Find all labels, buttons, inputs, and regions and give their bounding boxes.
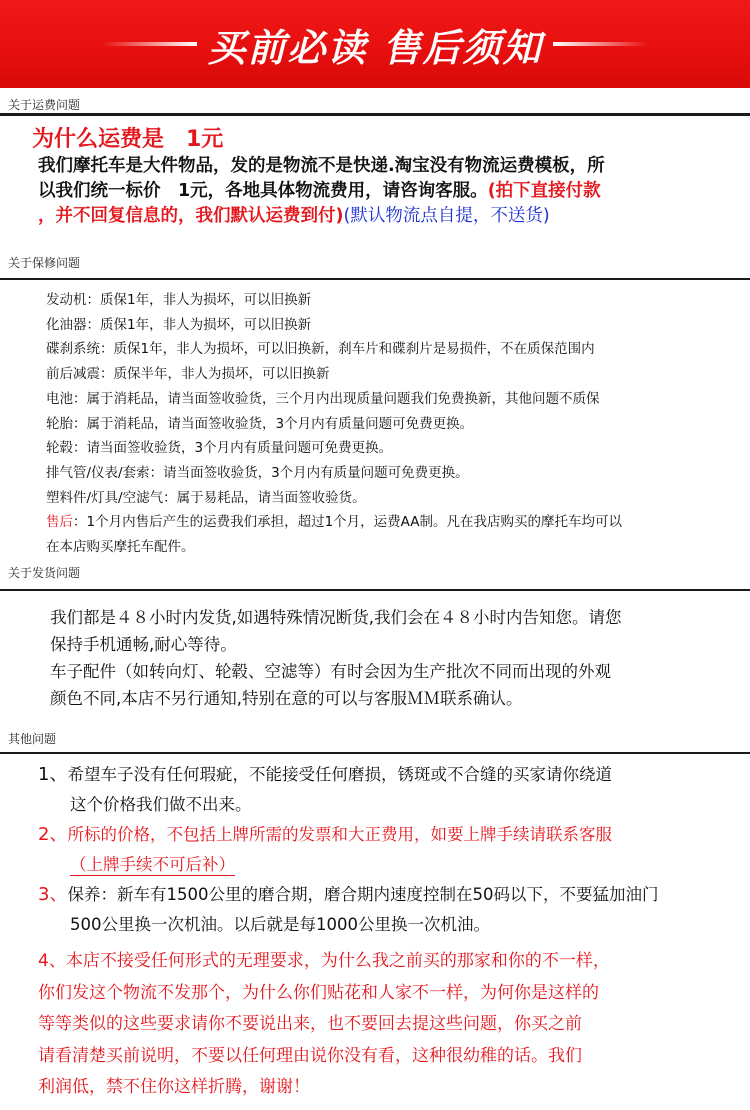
section-label-other: 其他问题 (8, 732, 57, 746)
divider (0, 752, 750, 754)
other-item-1: 1、希望车子没有任何瑕疵，不能接受任何磨损，锈斑或不合缝的买家请你绕道 (38, 764, 612, 785)
divider (0, 278, 750, 280)
header-banner (0, 0, 750, 88)
delivery-line: 车子配件（如转向灯、轮毂、空滤等）有时会因为生产批次不同而出现的外观 (50, 662, 611, 681)
other-item-3-cont: 500公里换一次机油。以后就是每1000公里换一次机油。 (70, 915, 490, 934)
warranty-item: 化油器：质保1年，非人为损坏，可以旧换新 (46, 316, 312, 333)
section-label-shipping: 关于运费问题 (8, 98, 81, 112)
shipping-line: 以我们统一标价 1元，各地具体物流费用，请咨询客服。(拍下直接付款 (38, 181, 601, 201)
other-item-2: 2、所标的价格，不包括上牌所需的发票和大正费用，如要上牌手续请联系客服 (38, 824, 612, 845)
warranty-list (46, 288, 736, 560)
other-item-4: 4、本店不接受任何形式的无理要求，为什么我之前买的那家和你的不一样， (38, 951, 610, 971)
divider (0, 589, 750, 591)
warranty-item: 轮胎：属于消耗品，请当面签收验货，3个月内有质量问题可免费更换。 (46, 415, 474, 432)
warranty-item: 发动机：质保1年，非人为损坏，可以旧换新 (46, 292, 312, 308)
other-item-4-cont: 请看清楚买前说明，不要以任何理由说你没有看，这种很幼稚的话。我们 (38, 1045, 582, 1066)
warranty-item: 电池：属于消耗品，请当面签收验货，三个月内出现质量问题我们免费换新，其他问题不质保 (46, 390, 600, 407)
warranty-item: 轮毂：请当面签收验货，3个月内有质量问题可免费更换。 (46, 440, 393, 457)
shipping-title: 为什么运费是 1元 (32, 127, 224, 152)
other-item-4-cont: 你们发这个物流不发那个，为什么你们贴花和人家不一样，为何你是这样的 (38, 982, 599, 1003)
shipping-body (38, 154, 718, 229)
other-item-2-cont: （上牌手续不可后补） (70, 855, 235, 874)
delivery-body (50, 604, 720, 712)
shipping-line: ，并不回复信息的，我们默认运费到付)(默认物流点自提，不送货) (38, 206, 550, 226)
section-label-warranty: 关于保修问题 (8, 256, 81, 270)
other-item-3: 3、保养：新车有1500公里的磨合期，磨合期内速度控制在50码以下，不要猛加油门 (38, 884, 659, 905)
other-item-4-cont: 等等类似的这些要求请你不要说出来，也不要回去提这些问题，你买之前 (38, 1014, 582, 1034)
other-item-1-cont: 这个价格我们做不出来。 (70, 795, 252, 814)
warranty-item: 前后减震：质保半年，非人为损坏，可以旧换新 (46, 366, 330, 383)
warranty-after-sales-cont: 在本店购买摩托车配件。 (46, 539, 195, 556)
delivery-line: 我们都是４８小时内发货,如遇特殊情况断货,我们会在４８小时内告知您。请您 (50, 608, 622, 627)
warranty-item: 排气管/仪表/套索：请当面签收验货，3个月内有质量问题可免费更换。 (46, 464, 469, 481)
other-item-4-cont: 利润低，禁不住你这样折腾，谢谢！ (38, 1077, 310, 1097)
warranty-after-sales: 售后：1个月内售后产生的运费我们承担，超过1个月，运费AA制。凡在我店购买的摩托车均可以 (46, 514, 623, 531)
divider (0, 113, 750, 116)
shipping-line: 我们摩托车是大件物品，发的是物流不是快递.淘宝没有物流运费模板，所 (38, 156, 605, 176)
other-list (38, 760, 748, 1104)
delivery-line: 保持手机通畅,耐心等待。 (50, 635, 237, 654)
banner-title: 买前必读 售后须知 (207, 25, 543, 70)
warranty-item: 碟刹系统：质保1年，非人为损坏，可以旧换新，刹车片和碟刹片是易损件，不在质保范围内 (46, 341, 595, 358)
banner-decoration-left (102, 42, 197, 46)
banner-decoration-right (553, 42, 648, 46)
warranty-item: 塑料件/灯具/空滤气：属于易耗品，请当面签收验货。 (46, 489, 366, 506)
section-label-delivery: 关于发货问题 (8, 566, 81, 580)
delivery-line: 颜色不同,本店不另行通知,特别在意的可以与客服ＭＭ联系确认。 (50, 689, 523, 708)
